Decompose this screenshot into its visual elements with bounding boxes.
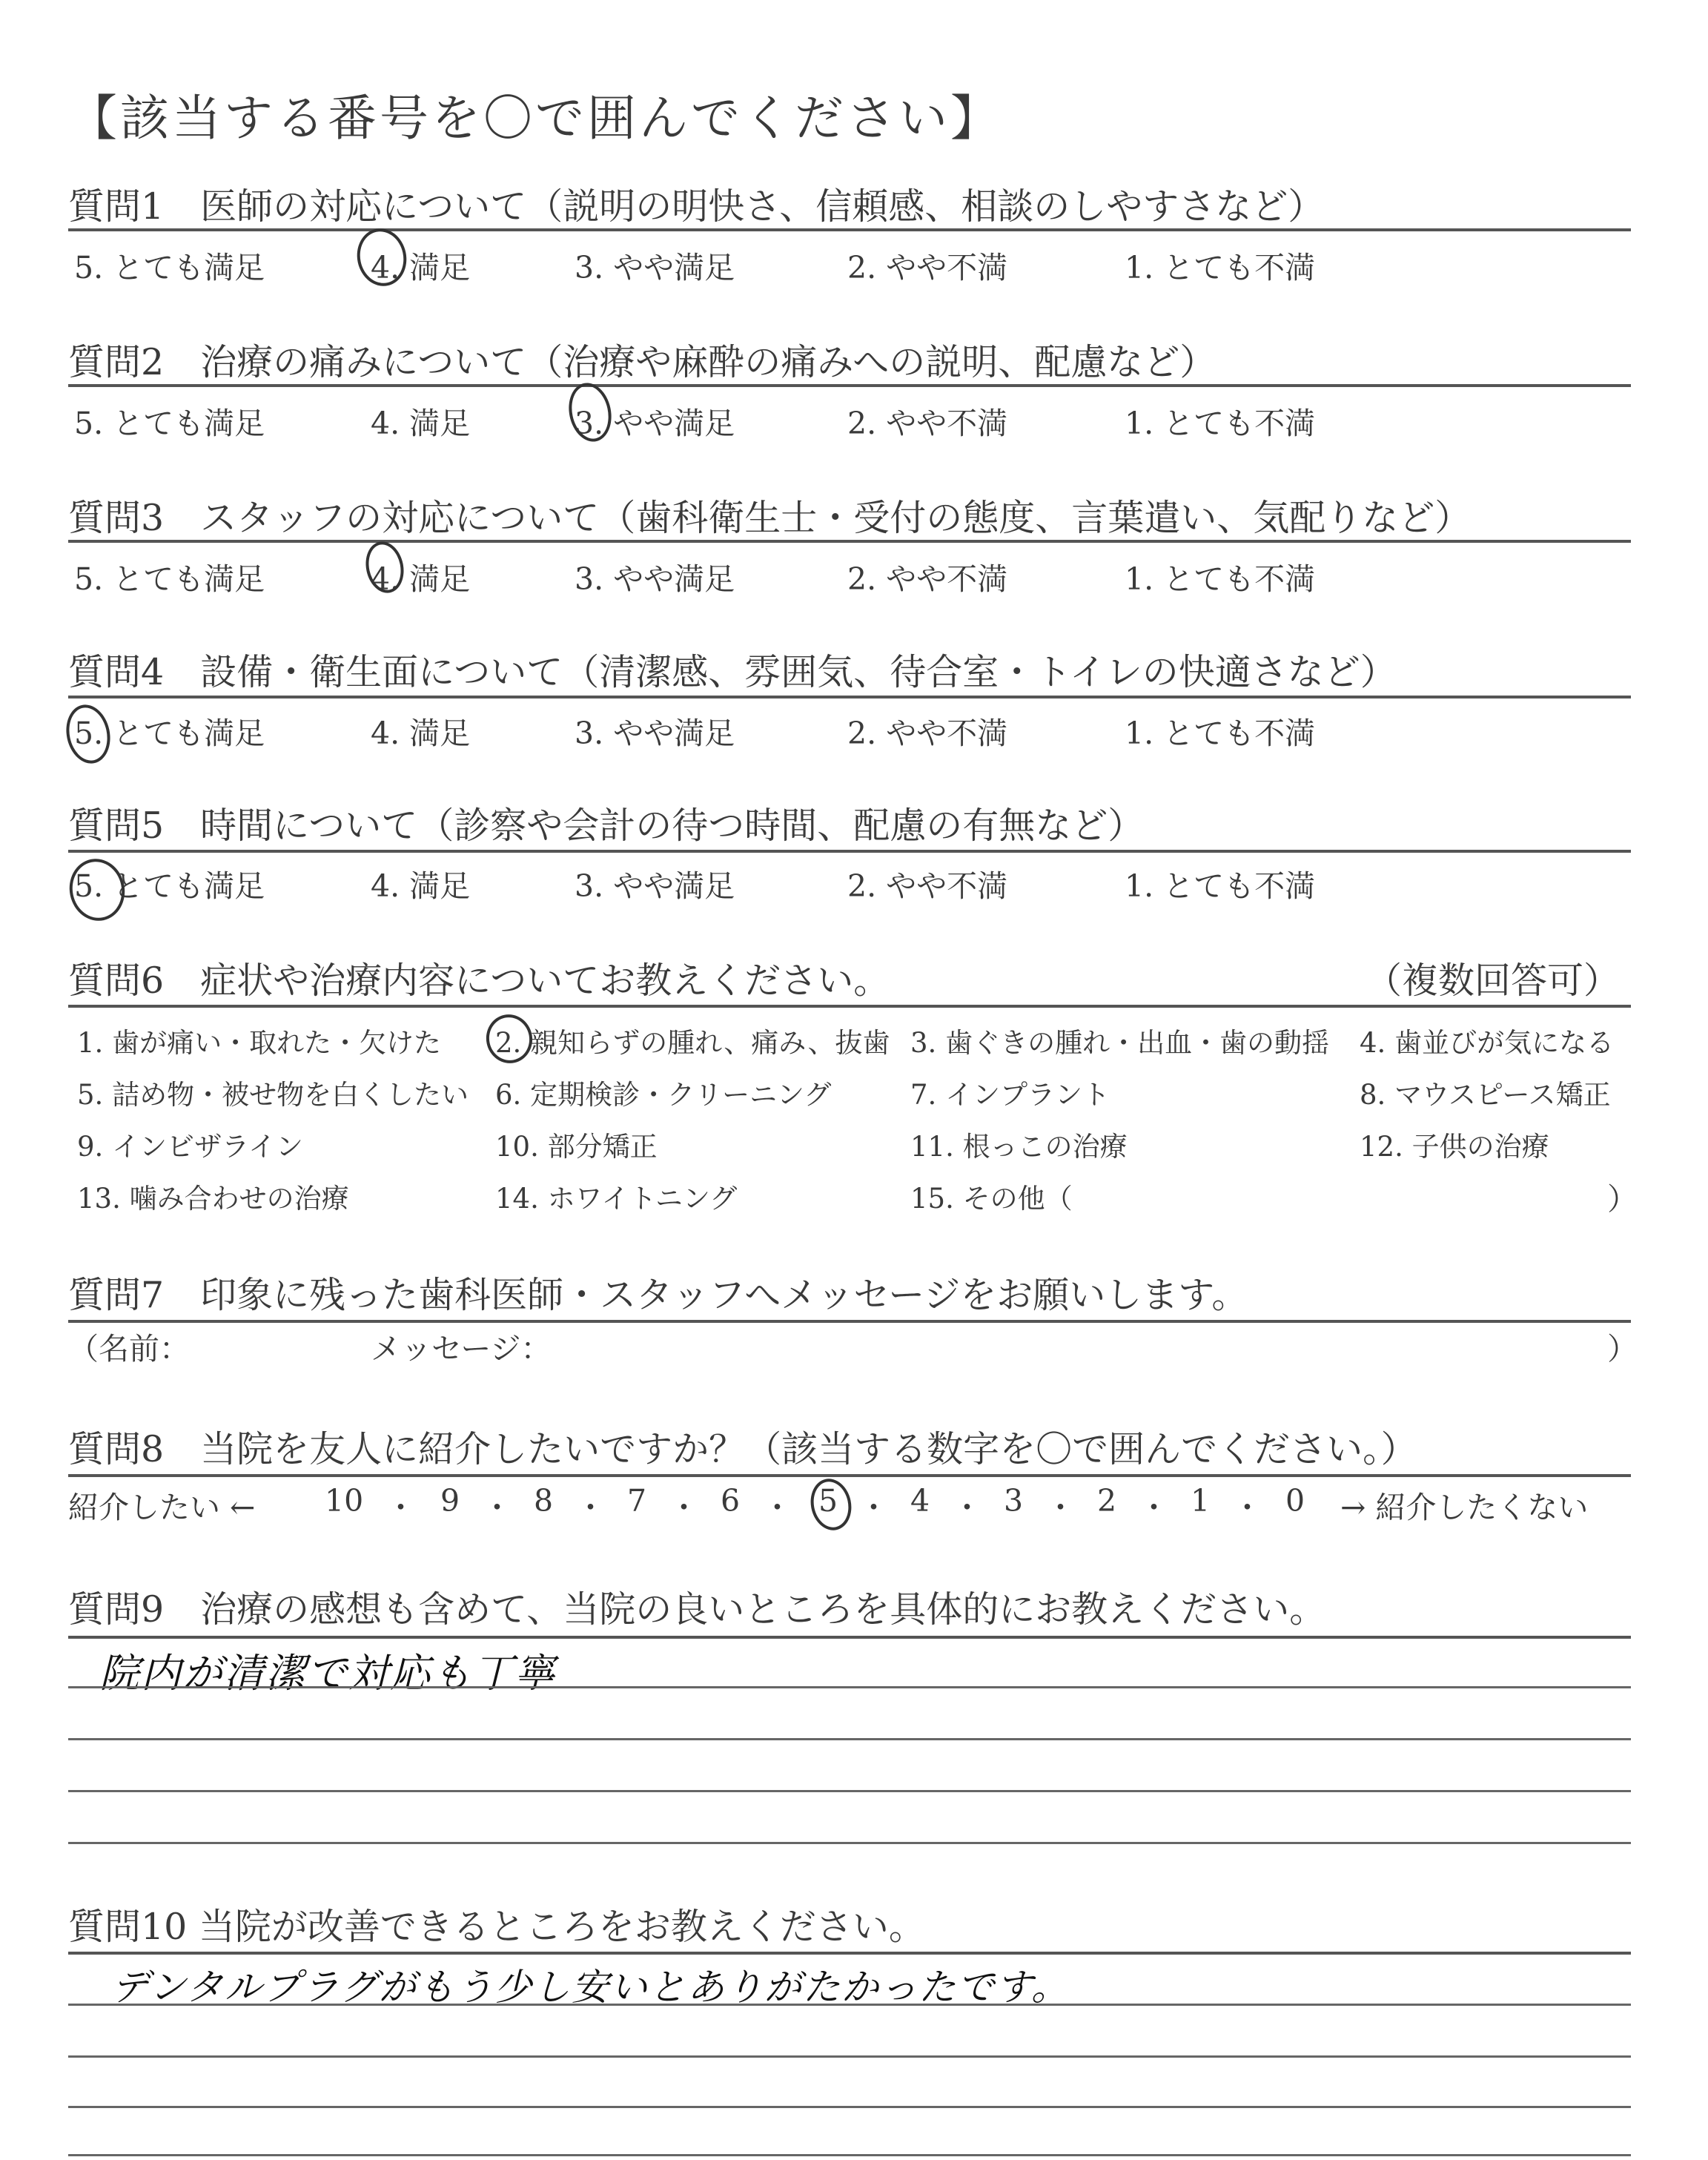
q8-handwritten-circle	[806, 1475, 855, 1534]
q1-option-5[interactable]: 5. とても満足	[74, 250, 265, 285]
q8-separator: ・	[1045, 1490, 1076, 1525]
q3-option-4[interactable]: 4. 満足	[371, 561, 471, 597]
q8-separator: ・	[952, 1490, 982, 1525]
q6-option-2[interactable]: 2. 親知らずの腫れ、痛み、抜歯	[495, 1027, 890, 1059]
q4-option-1[interactable]: 1. とても不満	[1125, 716, 1316, 751]
q8-score-5[interactable]: 5	[818, 1483, 838, 1519]
q1-option-2[interactable]: 2. やや不満	[847, 250, 1008, 285]
q6-option-9[interactable]: 9. インビザライン	[77, 1131, 303, 1163]
q2-option-2[interactable]: 2. やや不満	[847, 406, 1008, 441]
q8-separator: ・	[1232, 1490, 1262, 1525]
q5-option-3[interactable]: 3. やや満足	[575, 868, 735, 904]
q6-other-close-paren: ）	[1607, 1181, 1638, 1217]
q10-rule-1	[68, 1952, 1631, 1955]
q8-separator: ・	[482, 1490, 512, 1525]
q8-score-0[interactable]: 0	[1285, 1483, 1305, 1519]
q3-heading: 質問3 スタッフの対応について（歯科衛生士・受付の態度、言葉遣い、気配りなど）	[68, 497, 1472, 539]
q2-rule	[68, 384, 1631, 387]
q8-left-label: 紹介したい ←	[68, 1490, 256, 1525]
q9-rule-4	[68, 1790, 1631, 1792]
q10-rule-3	[68, 2055, 1631, 2058]
q8-separator: ・	[669, 1490, 699, 1525]
q5-heading: 質問5 時間について（診察や会計の待つ時間、配慮の有無など）	[68, 805, 1145, 847]
q8-rule	[68, 1474, 1631, 1477]
q4-option-2[interactable]: 2. やや不満	[847, 716, 1008, 751]
q6-option-15[interactable]: 15. その他（	[910, 1183, 1073, 1215]
q9-rule-2	[68, 1686, 1631, 1688]
q4-option-3[interactable]: 3. やや満足	[575, 716, 735, 751]
q6-option-10[interactable]: 10. 部分矯正	[495, 1131, 658, 1163]
q9-rule-3	[68, 1738, 1631, 1740]
q6-option-14[interactable]: 14. ホワイトニング	[495, 1183, 738, 1215]
q4-rule	[68, 696, 1631, 698]
q8-separator: ・	[858, 1490, 889, 1525]
q10-handwritten-answer: デンタルプラグがもう少し安いとありがたかったです。	[111, 1966, 1070, 2009]
q7-heading: 質問7 印象に残った歯科医師・スタッフへメッセージをお願いします。	[68, 1274, 1248, 1316]
q6-option-13[interactable]: 13. 噛み合わせの治療	[77, 1183, 349, 1215]
q5-rule	[68, 850, 1631, 853]
q10-heading: 質問10 当院が改善できるところをお教えください。	[68, 1906, 925, 1948]
q10-rule-2	[68, 2004, 1631, 2006]
q3-option-1[interactable]: 1. とても不満	[1125, 561, 1316, 597]
q5-option-5[interactable]: 5. とても満足	[74, 868, 265, 904]
q4-heading: 質問4 設備・衛生面について（清潔感、雰囲気、待合室・トイレの快適さなど）	[68, 651, 1397, 693]
q8-separator: ・	[385, 1490, 416, 1525]
q10-rule-4	[68, 2106, 1631, 2108]
q6-option-3[interactable]: 3. 歯ぐきの腫れ・出血・歯の動揺	[910, 1027, 1330, 1059]
q6-option-7[interactable]: 7. インプラント	[910, 1079, 1110, 1111]
q4-option-4[interactable]: 4. 満足	[371, 716, 471, 751]
q2-option-5[interactable]: 5. とても満足	[74, 406, 265, 441]
q3-option-3[interactable]: 3. やや満足	[575, 561, 735, 597]
q6-rule	[68, 1005, 1631, 1008]
q9-rule-5	[68, 1842, 1631, 1844]
q6-option-6[interactable]: 6. 定期検診・クリーニング	[495, 1079, 832, 1111]
q2-option-3[interactable]: 3. やや満足	[575, 406, 735, 441]
q6-option-4[interactable]: 4. 歯並びが気になる	[1360, 1027, 1615, 1059]
q8-score-2[interactable]: 2	[1097, 1483, 1117, 1519]
q5-option-2[interactable]: 2. やや不満	[847, 868, 1008, 904]
q5-option-1[interactable]: 1. とても不満	[1125, 868, 1316, 904]
q2-option-1[interactable]: 1. とても不満	[1125, 406, 1316, 441]
q8-score-8[interactable]: 8	[534, 1483, 554, 1519]
q1-option-3[interactable]: 3. やや満足	[575, 250, 735, 285]
q6-option-12[interactable]: 12. 子供の治療	[1360, 1131, 1549, 1163]
q7-rule	[68, 1320, 1631, 1323]
q8-score-6[interactable]: 6	[721, 1483, 741, 1519]
q8-separator: ・	[1139, 1490, 1169, 1525]
q7-name-label: （名前：	[68, 1331, 190, 1367]
q7-close-paren: ）	[1607, 1331, 1638, 1367]
q9-handwritten-answer: 院内が清潔で対応も丁寧	[99, 1650, 556, 1697]
q6-option-1[interactable]: 1. 歯が痛い・取れた・欠けた	[77, 1027, 442, 1059]
q8-score-1[interactable]: 1	[1191, 1483, 1211, 1519]
q7-message-label: メッセージ：	[371, 1331, 552, 1367]
q3-rule	[68, 540, 1631, 543]
q1-option-4[interactable]: 4. 満足	[371, 250, 471, 285]
q8-score-9[interactable]: 9	[440, 1483, 460, 1519]
q9-rule-1	[68, 1636, 1631, 1639]
q2-heading: 質問2 治療の痛みについて（治療や麻酔の痛みへの説明、配慮など）	[68, 341, 1217, 383]
q8-right-label: → 紹介したくない	[1340, 1490, 1589, 1525]
q3-option-2[interactable]: 2. やや不満	[847, 561, 1008, 597]
q6-option-11[interactable]: 11. 根っこの治療	[910, 1131, 1128, 1163]
q6-option-5[interactable]: 5. 詰め物・被せ物を白くしたい	[77, 1079, 469, 1111]
q4-option-5[interactable]: 5. とても満足	[74, 716, 265, 751]
page-title: 【該当する番号を〇で囲んでください】	[68, 90, 1002, 147]
q1-rule	[68, 228, 1631, 231]
q8-separator: ・	[762, 1490, 792, 1525]
q8-score-4[interactable]: 4	[910, 1483, 930, 1519]
q8-heading: 質問8 当院を友人に紹介したいですか？（該当する数字を〇で囲んでください。）	[68, 1428, 1417, 1470]
q5-option-4[interactable]: 4. 満足	[371, 868, 471, 904]
q6-heading: 質問6 症状や治療内容についてお教えください。	[68, 960, 890, 1002]
q9-heading: 質問9 治療の感想も含めて、当院の良いところを具体的にお教えください。	[68, 1588, 1326, 1631]
q1-option-1[interactable]: 1. とても不満	[1125, 250, 1316, 285]
q6-multiple-answer-note: （複数回答可）	[1366, 960, 1621, 1002]
q1-heading: 質問1 医師の対応について（説明の明快さ、信頼感、相談のしやすさなど）	[68, 185, 1325, 228]
q8-score-10[interactable]: 10	[325, 1483, 364, 1519]
q8-separator: ・	[575, 1490, 606, 1525]
q10-rule-5	[68, 2154, 1631, 2156]
q2-option-4[interactable]: 4. 満足	[371, 406, 471, 441]
q8-score-7[interactable]: 7	[627, 1483, 647, 1519]
q3-option-5[interactable]: 5. とても満足	[74, 561, 265, 597]
q6-option-8[interactable]: 8. マウスピース矯正	[1360, 1079, 1611, 1111]
q8-score-3[interactable]: 3	[1004, 1483, 1024, 1519]
